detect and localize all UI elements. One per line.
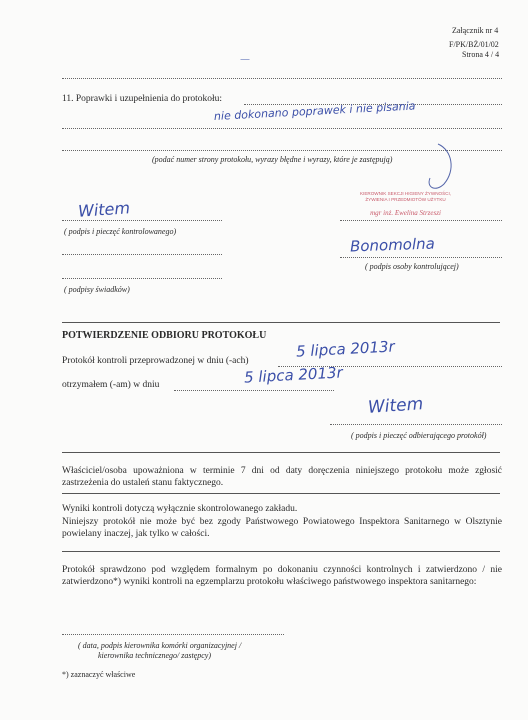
attachment-number: Załącznik nr 4 [452, 26, 499, 35]
confirmation-top-rule [62, 322, 500, 323]
stamp-name: mgr inż. Ewelina Strzeszi [370, 209, 441, 217]
formal-check-notice: Protokół sprawdzono pod względem formalnym po dokonaniu czynności kontrolnych i zatwierdzono / nie zatwierdzono*) wyniki kontroli na egzemplarzu protokołu właściwego państwowego inspektora sanitarnego: [62, 565, 502, 587]
witness-line-2 [62, 278, 222, 279]
paragraph-2-top-rule [62, 493, 500, 494]
received-date-handwritten: 5 lipca 2013r [243, 363, 344, 387]
footnote: *) zaznaczyć właściwe [62, 670, 136, 679]
received-date-line [174, 390, 334, 391]
confirmation-date-label: Protokół kontroli przeprowadzonej w dniu (-ach) [62, 356, 249, 366]
section-11-hint: (podać numer strony protokołu, wyrazy błędne i wyrazy, które je zastępują) [152, 155, 393, 164]
control-date-handwritten: 5 lipca 2013r [295, 337, 396, 361]
results-scope-notice: Wyniki kontroli dotyczą wyłącznie skontrolowanego zakładu. [62, 504, 298, 514]
receiver-signature: Witem [367, 394, 424, 418]
pen-mark: — [240, 54, 250, 65]
kontrolowany-signature-line [62, 220, 222, 221]
section-11-line-2 [62, 128, 502, 129]
handwritten-corrections: nie dokonano poprawek i nie pisania [213, 99, 416, 123]
kontrolowany-caption: ( podpis i pieczęć kontrolowanego) [64, 227, 177, 236]
controller-signature: Bonomolna [349, 234, 436, 256]
paragraph-1-top-rule [62, 452, 500, 453]
confirmation-title: POTWIERDZENIE ODBIORU PROTOKOŁU [62, 330, 267, 341]
receiver-caption: ( podpis i pieczęć odbierającego protokół) [351, 431, 487, 440]
signature-loop [420, 140, 460, 200]
objection-notice: Właściciel/osoba upoważniona w terminie 7 dni od daty doręczenia niniejszego protokołu może zgłosić zastrzeżenia do ustaleń stanu faktycznego. [62, 466, 502, 488]
section-11-label: 11. Poprawki i uzupełnienia do protokołu: [62, 94, 223, 104]
kontrolowany-signature: Witem [77, 198, 131, 221]
witnesses-caption: ( podpisy świadków) [64, 285, 130, 294]
stamp-line-1: KIEROWNIK SEKCJI HIGIENY ŻYWNOŚCI, [360, 191, 452, 196]
receiver-signature-line [330, 424, 502, 425]
paragraph-3-top-rule [62, 551, 500, 552]
copy-restriction-notice: Niniejszy protokół nie może być bez zgody Państwowego Powiatowego Inspektora Sanitarnego w Olsztynie powielany inaczej, jak tylko w całości. [62, 517, 502, 539]
manager-signature-line [62, 634, 284, 635]
manager-caption-1: ( data, podpis kierownika komórki organizacyjnej / [78, 641, 242, 650]
top-dotted-line [62, 78, 502, 79]
stamp-line-2: ŻYWIENIA I PRZEDMIOTÓW UŻYTKU [365, 197, 446, 202]
witness-line-1 [62, 254, 222, 255]
received-date-label: otrzymałem (-am) w dniu [62, 380, 160, 390]
page-number: Strona 4 / 4 [462, 50, 500, 59]
controller-signature-line [340, 257, 502, 258]
stamp-signature-line [340, 220, 502, 221]
controller-caption: ( podpis osoby kontrolującej) [365, 262, 459, 271]
document-code: F/PK/BŻ/01/02 [449, 40, 499, 49]
manager-caption-2: kierownika technicznego/ zastępcy) [98, 651, 211, 660]
